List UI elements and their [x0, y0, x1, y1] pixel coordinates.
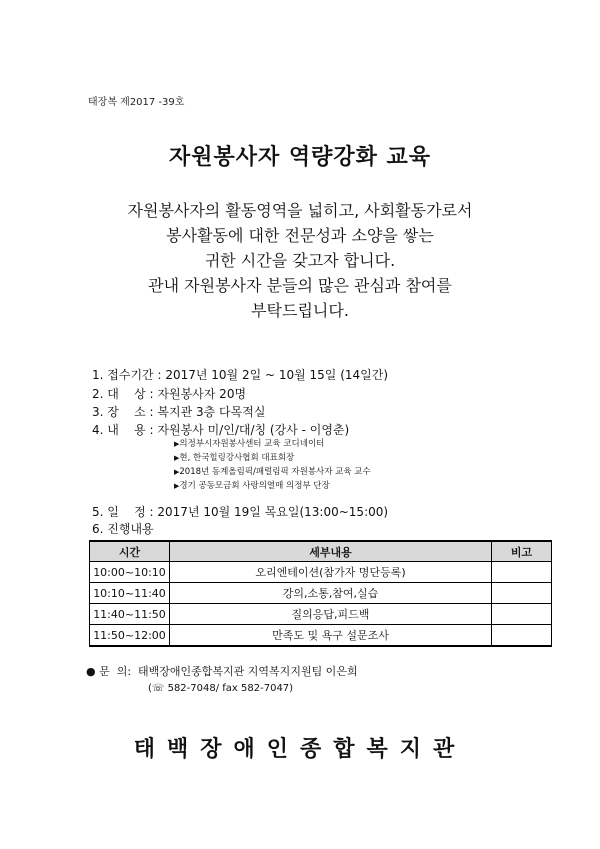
organization-name: 태백장애인종합복지관	[133, 737, 467, 762]
info-label: 1. 접수기간 :	[92, 368, 162, 382]
bullet-icon: ●	[86, 665, 96, 678]
table-row	[90, 625, 552, 647]
time-cell: 10:00~10:10	[90, 562, 170, 583]
triangle-bullet-icon: ▶	[174, 482, 180, 490]
info-label: 5. 일 정 :	[92, 505, 154, 519]
column-header: 세부내용	[170, 541, 492, 562]
instructor-detail: ▶경기 공동모금회 사랑의열매 의정부 단장	[174, 481, 330, 491]
intro-line: 귀한 시간을 갖고자 합니다.	[204, 251, 396, 270]
detail-cell: 강의,소통,참여,실습	[170, 583, 492, 604]
triangle-bullet-icon: ▶	[174, 454, 180, 462]
note-cell	[492, 604, 552, 625]
info-place	[92, 403, 265, 420]
info-content	[92, 421, 349, 438]
document-number: 태장복 제2017 -39호	[88, 97, 185, 108]
info-period	[92, 366, 388, 383]
time-cell: 10:10~11:40	[90, 583, 170, 604]
info-value: 복지관 3층 다목적실	[157, 405, 266, 419]
info-date	[92, 503, 388, 520]
time-cell: 11:50~12:00	[90, 625, 170, 647]
page-title: 자원봉사자 역량강화 교육	[168, 145, 432, 170]
instructor-detail: ▶의정부시자원봉사센터 교육 코디네이터	[174, 439, 325, 449]
info-label: 2. 대 상 :	[92, 387, 154, 401]
intro-line: 부탁드립니다.	[251, 301, 349, 320]
column-header: 시간	[90, 541, 170, 562]
intro-line: 봉사활동에 대한 전문성과 소양을 쌓는	[166, 226, 434, 245]
note-cell	[492, 625, 552, 647]
table-row	[90, 604, 552, 625]
info-value: 자원봉사자 20명	[157, 387, 247, 401]
contact-line	[86, 663, 358, 679]
info-value: 2017년 10월 2일 ~ 10월 15일 (14일간)	[165, 368, 389, 382]
column-header: 비고	[492, 541, 552, 562]
info-value: 2017년 10월 19일 목요일(13:00~15:00)	[157, 505, 389, 519]
info-label: 3. 장 소 :	[92, 405, 154, 419]
info-value: 자원봉사 미/인/대/칭 (강사 - 이영춘)	[157, 423, 350, 437]
triangle-bullet-icon: ▶	[174, 468, 180, 476]
intro-line: 자원봉사자의 활동영역을 넓히고, 사회활동가로서	[127, 201, 473, 220]
info-target	[92, 385, 246, 402]
intro-paragraph	[0, 198, 600, 323]
triangle-bullet-icon: ▶	[174, 440, 180, 448]
info-label: 4. 내 용 :	[92, 423, 154, 437]
table-row	[90, 562, 552, 583]
detail-cell: 질의응답,피드백	[170, 604, 492, 625]
schedule-table	[89, 540, 552, 647]
intro-line: 관내 자원봉사자 분들의 많은 관심과 참여를	[148, 276, 452, 295]
note-cell	[492, 562, 552, 583]
instructor-detail: ▶현, 한국힐링강사협회 대표회장	[174, 453, 295, 463]
table-row	[90, 583, 552, 604]
detail-cell: 만족도 및 욕구 설문조사	[170, 625, 492, 647]
note-cell	[492, 583, 552, 604]
table-header-row	[90, 541, 552, 562]
progress-heading: 6. 진행내용	[92, 522, 154, 536]
contact-text: 문 의: 태백장애인종합복지관 지역복지지원팀 이은희	[99, 665, 358, 678]
instructor-detail: ▶2018년 동계올림픽/패럴림픽 자원봉사자 교육 교수	[174, 467, 371, 477]
time-cell: 11:40~11:50	[90, 604, 170, 625]
contact-phone: (☏ 582-7048/ fax 582-7047)	[148, 683, 294, 694]
detail-cell: 오리엔테이션(참가자 명단등록)	[170, 562, 492, 583]
